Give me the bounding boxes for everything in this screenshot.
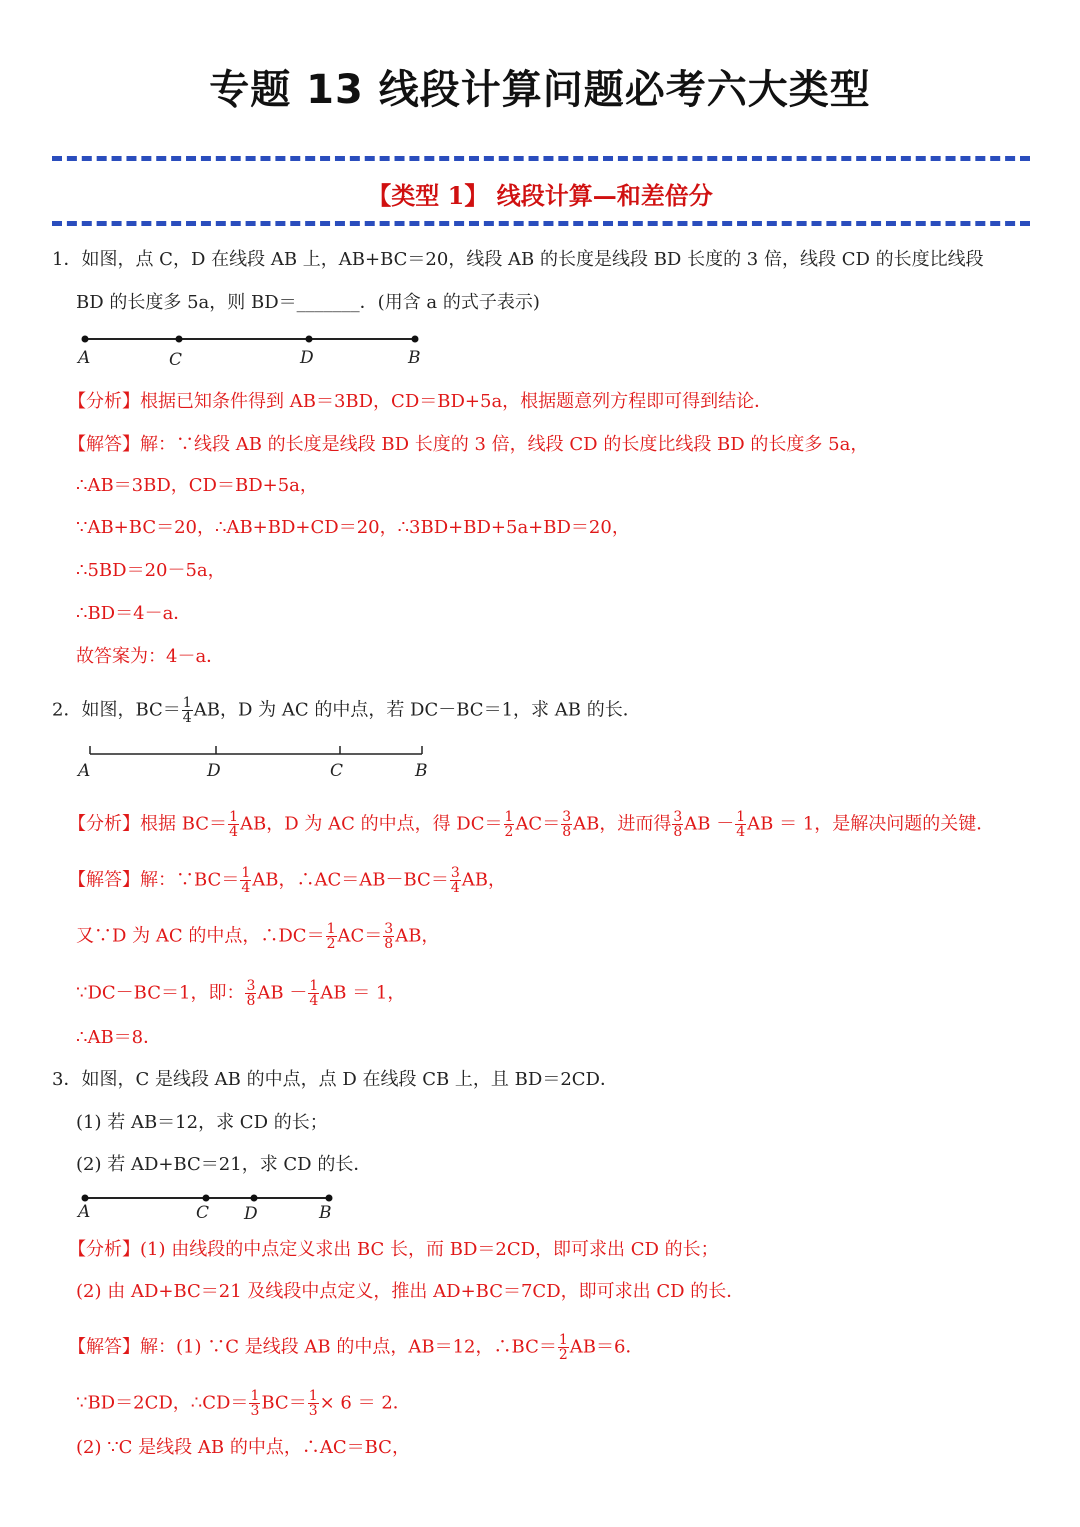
- point-label-c: C: [330, 761, 344, 781]
- q1-solution-2: ∴AB＝3BD，CD＝BD+5a，: [76, 475, 318, 496]
- page-title: 专题 13 线段计算问题必考六大类型: [209, 67, 871, 113]
- top-divider: [52, 156, 1030, 161]
- q3-line1: 3．如图，C 是线段 AB 的中点，点 D 在线段 CB 上，且 BD＝2CD．: [52, 1069, 618, 1090]
- point-label-a: A: [78, 761, 91, 781]
- q1-line1: 1．如图，点 C，D 在线段 AB 上，AB+BC＝20，线段 AB 的长度是线段 BD 长度的 3 倍，线段 CD 的长度比线段: [52, 249, 984, 270]
- q1-solution-4: ∴5BD＝20－5a，: [76, 560, 226, 581]
- q1-line2: BD 的长度多 5a，则 BD＝_______．(用含 a 的式子表示): [76, 292, 540, 313]
- section-heading: 【类型 1】 线段计算—和差倍分: [367, 181, 713, 210]
- point-label-c: C: [169, 350, 183, 370]
- point-label-d: D: [207, 761, 221, 781]
- q3-segment-figure: [76, 1189, 376, 1229]
- q3-line3: (2) 若 AD+BC＝21，求 CD 的长．: [76, 1154, 372, 1175]
- q1-answer: 故答案为：4－a．: [76, 646, 225, 667]
- q3-solution-1: 【解答】解：(1) ∵C 是线段 AB 的中点，AB＝12，∴BC＝ $\frac{1}{2}$ AB＝6．: [68, 1332, 644, 1363]
- q3-analysis-2: (2) 由 AD+BC＝21 及线段中点定义，推出 AD+BC＝7CD，即可求出 CD 的长．: [76, 1281, 745, 1302]
- q2-solution-4: ∴AB＝8．: [76, 1027, 162, 1048]
- fraction-one-quarter: $\frac{1}{4}$: [182, 695, 192, 726]
- q3-analysis-1: 【分析】(1) 由线段的中点定义求出 BC 长，而 BD＝2CD，即可求出 CD 的长；: [68, 1239, 719, 1260]
- bottom-divider: [52, 221, 1030, 226]
- q2-line: 2．如图，BC＝ $\frac{1}{4}$ AB，D 为 AC 的中点，若 DC－BC＝1，求 AB 的长．: [52, 695, 641, 726]
- q1-analysis: 【分析】根据已知条件得到 AB＝3BD，CD＝BD+5a，根据题意列方程即可得到结论．: [68, 391, 773, 412]
- q2-solution-2: 又∵D 为 AC 的中点，∴DC＝ $\frac{1}{2}$ AC＝ $\frac{3}{8}$ AB，: [76, 921, 440, 952]
- point-label-d: D: [244, 1204, 258, 1224]
- point-label-d: D: [300, 348, 314, 368]
- point-label-a: A: [78, 1202, 91, 1222]
- point-label-a: A: [78, 348, 91, 368]
- q1-solution-3: ∵AB+BC＝20，∴AB+BD+CD＝20，∴3BD+BD+5a+BD＝20，: [76, 517, 630, 538]
- q2-analysis: 【分析】根据 BC＝ $\frac{1}{4}$ AB，D 为 AC 的中点，得 DC＝ $\frac{1}{2}$ AC＝ $\frac{3}{8}$ AB，进而得 $\frac{3}{8}$ AB － $\frac{1}{4}$ AB ＝ 1，是解决问题的关键．: [68, 809, 995, 840]
- q1-solution-5: ∴BD＝4－a．: [76, 603, 192, 624]
- point-label-b: B: [415, 761, 428, 781]
- q2-segment-figure: [76, 742, 436, 782]
- point-label-b: B: [319, 1203, 332, 1223]
- q1-segment-figure: [76, 330, 436, 370]
- q3-line2: (1) 若 AB＝12，求 CD 的长；: [76, 1112, 328, 1133]
- q2-solution-3: ∵DC－BC＝1，即： $\frac{3}{8}$ AB － $\frac{1}{4}$ AB ＝ 1，: [76, 978, 406, 1009]
- q3-solution-2: ∵BD＝2CD，∴CD＝ $\frac{1}{3}$ BC＝ $\frac{1}{3}$ × 6 ＝ 2．: [76, 1388, 411, 1419]
- point-label-b: B: [408, 348, 421, 368]
- q2-solution-1: 【解答】解：∵BC＝ $\frac{1}{4}$ AB，∴AC＝AB－BC＝ $\frac{3}{4}$ AB，: [68, 865, 506, 896]
- q3-solution-3: (2) ∵C 是线段 AB 的中点，∴AC＝BC，: [76, 1437, 410, 1458]
- point-label-c: C: [196, 1203, 210, 1223]
- q1-solution-1: 【解答】解：∵线段 AB 的长度是线段 BD 长度的 3 倍，线段 CD 的长度比线段 BD 的长度多 5a，: [68, 434, 869, 455]
